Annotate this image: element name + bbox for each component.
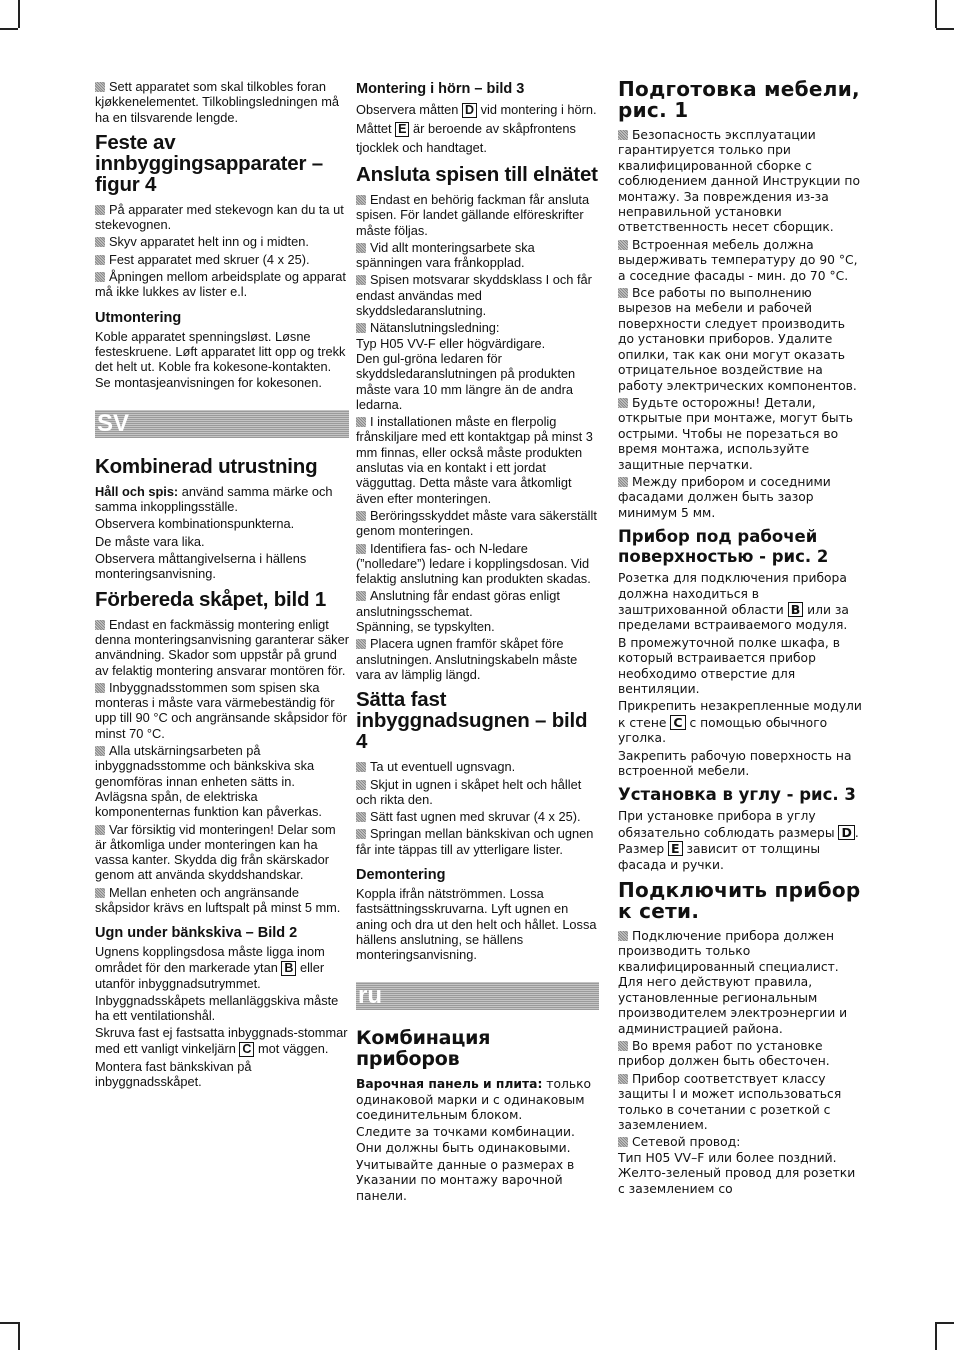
pribor-p1-b: или за пределами встраиваемого модуля.: [618, 602, 849, 633]
crop-mark-bottom-left: [18, 1322, 20, 1350]
forbereda-item-1: Endast en fackmässig montering enligt denna monteringsanvisning garanterar säker användning. Skador som uppstår på grund av felaktig montering ansvarar montören för.: [95, 616, 349, 678]
heading-pribor: Прибор под рабочей поверхностью - рис. 2: [618, 527, 829, 567]
heading-kombinatsiya: Комбинация приборов: [356, 1027, 491, 1071]
ugn-p3: [95, 1025, 349, 1056]
ansluta-item-1: Endast en behörig fackman får ansluta spisen. För landet gällande elföreskrifter måste följas.: [356, 192, 599, 238]
satta-item-2: Skjut in ugnen i skåpet helt och hållet och rikta den.: [356, 777, 599, 808]
box-label-e-ru: E: [668, 841, 683, 856]
kombinerad-text: [95, 484, 349, 515]
column-2: [356, 79, 599, 1206]
crop-mark-bottom-right: [935, 1322, 937, 1350]
box-label-b-ru: B: [788, 602, 804, 617]
podgotovka-item-1: Безопасность эксплуатации гарантируется только при квалифицированной сборке с соблюдением данной Инструкции по монтажу. За повреждения из-за неправильной установки ответственность несет сборщик.: [618, 128, 862, 236]
ansluta-item-6: Beröringsskyddet måste vara säkerställt genom monteringen.: [356, 508, 599, 539]
forbereda-item-4: Var försiktig vid monteringen! Delar som är åtkomliga under monteringen kan ha vassa kanter. Skydda dig från skärskador genom att använda skyddshandskar.: [95, 822, 349, 883]
box-label-d: D: [462, 103, 477, 118]
crop-mark-top-right-h: [936, 28, 954, 30]
ansluta-item-2: Vid allt monteringsarbete ska spänningen vara frånkopplad.: [356, 240, 599, 271]
heading-forbereda: Förbereda skåpet, bild 1: [95, 587, 327, 611]
horn-a: Observera måtten: [356, 102, 462, 117]
box-label-d-ru: D: [838, 825, 854, 840]
feste-item-2: Skyv apparatet helt inn og i midten.: [95, 234, 349, 249]
forbereda-item-2: Inbyggnadsstommen som spisen ska monteras i måste vara värmebeständig för upp till 90 °C och angränsande skåpsidor för minst 70 °C.: [95, 680, 349, 741]
heading-kombinerad: Kombinerad utrustning: [95, 454, 318, 478]
satta-item-3: Sätt fast ugnen med skruvar (4 x 25).: [356, 809, 599, 824]
ansluta-item-3: Spisen motsvarar skyddsklass I och får endast användas med skyddsledaranslutning.: [356, 272, 599, 318]
ansluta-item-5: I installationen måste en flerpolig frånskiljare med ett kontaktgap på minst 3 mm finnas, eller också måste produkten anslutas via en kontakt i ett jordat vägguttag. Detta måste vara åtkomligt även efter monteringen.: [356, 414, 599, 506]
column-1: [95, 79, 349, 1091]
kombinatsiya-lead: Варочная панель и плита:: [356, 1077, 543, 1092]
feste-item-4: Åpningen mellom arbeidsplate og apparat må ikke lukkes av lister e.l.: [95, 269, 349, 300]
utmontering-text: Koble apparatet spenningsløst. Løsne festeskruene. Løft apparatet litt opp og trekk det helt ut. Koble fra kokesone-kontakten. Se montasjeanvisningen for kokesonen.: [95, 328, 346, 390]
kombinerad-body: använd samma märke och samma inkopplingsställe.: [95, 483, 333, 515]
ansluta-item-7: Identifiera fas- och N-ledare (”nolledare”) ledare i kopplingsdosan. Vid felaktig anslutning kan produkten skadas.: [356, 541, 599, 587]
podgotovka-item-2: Встроенная мебель должна выдерживать температуру до 90 °C, а соседние фасады - мин. до 70 °C.: [618, 238, 862, 284]
heading-podklyuchit: Подключить прибор к сети.: [618, 878, 861, 924]
ugn-p3-b: mot väggen.: [254, 1040, 329, 1056]
pribor-p1-a: Розетка для подключения прибора должна находиться в заштрихованной области: [618, 571, 847, 617]
ustanovka-c: зависит от толщины фасада и ручки.: [618, 842, 821, 872]
box-label-e: E: [395, 122, 409, 137]
kombinerad-p2: Observera kombinationspunkterna.: [95, 516, 295, 532]
heading-demontering: Demontering: [356, 866, 446, 883]
pribor-p4: Закрепить рабочую поверхность на встроенной мебели.: [618, 748, 852, 779]
kombinatsiya-p3: Учитывайте данные о размерах в Указании по монтажу варочной панели.: [356, 1157, 575, 1203]
satta-item-4: Springan mellan bänkskivan och ugnen får inte täppas till av ytterligare lister.: [356, 826, 599, 857]
ugn-p1-b: eller utanför inbyggnadsutrymmet.: [95, 959, 325, 991]
heading-ustanovka: Установка в углу - рис. 3: [618, 785, 856, 805]
pribor-p2: В промежуточной полке шкафа, в который встраивается прибор необходимо отверстие для вентиляции.: [618, 635, 840, 696]
ansluta-item-4-p2: Typ H05 VV-F eller högvärdigare.: [356, 335, 546, 351]
pribor-p3-a: Прикрепить незакрепленные модули к стене: [618, 699, 862, 730]
horn-b: vid montering i hörn. Måttet: [356, 102, 597, 136]
kombinatsiya-text: [356, 1077, 599, 1123]
podklyuchit-item-4: Сетевой провод:: [618, 1135, 862, 1150]
feste-item-1: På apparater med stekevogn kan du ta ut stekevognen.: [95, 202, 349, 233]
heading-feste: Feste av innbyggingsapparater – figur 4: [95, 130, 323, 196]
satta-item-1: Ta ut eventuell ugnsvagn.: [356, 759, 599, 774]
crop-mark-top-right: [935, 0, 937, 28]
podgotovka-item-3: Все работы по выполнению вырезов на мебели и рабочей поверхности следует производить до установки приборов. Удалите опилки, так как они могут оказать отрицательное воздействие на работу электрических компонентов.: [618, 286, 862, 394]
crop-mark-bottom-right-h: [936, 1322, 954, 1324]
horn-c: är beroende av skåpfrontens tjocklek och handtaget.: [356, 121, 576, 155]
ansluta-item-4-p3: Den gul-gröna ledaren för skyddsledaranslutningen på produkten måste vara 10 mm längre än de andra ledarna.: [356, 350, 576, 412]
kombinerad-p3: De måste vara lika.: [95, 533, 205, 549]
intro-paragraph: Sett apparatet som skal tilkobles foran kjøkkenelementet. Tilkoblingsledningen må ha en tilsvarende lengde.: [95, 79, 349, 125]
ugn-p1-a: Ugnens kopplingsdosa måste ligga inom området för den markerade ytan: [95, 944, 325, 975]
kombinerad-lead: Håll och spis:: [95, 483, 179, 499]
ansluta-item-4: Nätanslutningsledning:: [356, 320, 599, 335]
horn-text: [356, 100, 599, 157]
column-3: [618, 79, 862, 1199]
ustanovka-a: При установке прибора в углу обязательно соблюдать размеры: [618, 809, 839, 840]
ugn-p3-a: Skruva fast ej fastsatta inbyggnads-stommar med ett vanligt vinkeljärn: [95, 1025, 348, 1056]
pribor-p1: [618, 571, 862, 634]
kombinatsiya-p2: Следите за точками комбинации. Они должны быть одинаковыми.: [356, 1125, 575, 1155]
forbereda-item-5: Mellan enheten och angränsande skåpsidor krävs en luftspalt på minst 5 mm.: [95, 885, 349, 916]
forbereda-item-3: Alla utskärningsarbeten på inbyggnadsstomme och bänkskiva ska genomföras innan enheten sätts in. Avlägsna spån, de elektriska komponenternas funktion kan påverkas.: [95, 743, 349, 819]
podklyuchit-item-1: Подключение прибора должен производить только квалифицированный специалист. Для него действуют правила, установленные региональным производителем электроэнергии и администрацией района.: [618, 929, 862, 1037]
feste-item-3: Fest apparatet med skruer (4 x 25).: [95, 252, 349, 267]
box-label-c-ru: C: [670, 715, 685, 730]
heading-utmontering: Utmontering: [95, 309, 182, 326]
crop-mark-top-left: [18, 0, 20, 28]
demontering-text: Koppla ifrån nätströmmen. Lossa fastsättningsskruvarna. Lyft ugnen en aning och dra ut den helt och hållet. Lossa hällens anslutning, se hällens monteringsanvisning.: [356, 885, 597, 963]
crop-mark-top-left-h: [0, 28, 18, 30]
ugn-p1: [95, 944, 349, 991]
ansluta-item-8: Anslutning får endast göras enligt anslutningsschemat.: [356, 588, 599, 619]
podgotovka-item-5: Между прибором и соседними фасадами должен быть зазор минимум 5 мм.: [618, 475, 862, 521]
ustanovka-text: [618, 809, 862, 873]
heading-satta: Sätta fast inbyggnadsugnen – bild 4: [356, 688, 588, 754]
language-band-sv: SV: [95, 410, 349, 438]
kombinerad-p4: Observera måttangivelserna i hällens monteringsanvisning.: [95, 551, 307, 582]
heading-podgotovka: Подготовка мебели, рис. 1: [618, 77, 860, 122]
heading-horn: Montering i hörn – bild 3: [356, 81, 525, 97]
ustanovka-b: . Размер: [618, 825, 859, 857]
ugn-p4: Montera fast bänkskivan på inbyggnadsskåpet.: [95, 1058, 252, 1090]
podgotovka-item-4: Будьте осторожны! Детали, открытые при монтаже, могут быть острыми. Чтобы не порезаться во время монтажа, используйте защитные перчатки.: [618, 396, 862, 473]
heading-ansluta: Ansluta spisen till elnätet: [356, 163, 598, 186]
kombinatsiya-body: только одинаковой марки и с одинаковым соединительным блоком.: [356, 1077, 592, 1123]
crop-mark-bottom-left-h: [0, 1322, 18, 1324]
heading-ugn: Ugn under bänkskiva – Bild 2: [95, 925, 298, 942]
podklyuchit-item-2: Во время работ по установке прибор должен быть обесточен.: [618, 1039, 862, 1070]
ansluta-item-9: Placera ugnen framför skåpet före anslutningen. Anslutningskabeln måste vara av lämplig längd.: [356, 636, 599, 682]
podklyuchit-item-4-p2: Тип H05 VV–F или более поздний. Желто-зеленый провод для розетки с заземлением со: [618, 1150, 856, 1196]
ansluta-item-8-p2: Spänning, se typskylten.: [356, 619, 495, 635]
podklyuchit-item-3: Прибор соответствует классу защиты I и может использоваться только в сочетании с розеткой с заземлением.: [618, 1072, 862, 1134]
ugn-p2: Inbyggnadsskåpets mellanläggskiva måste ha ett ventilationshål.: [95, 992, 339, 1024]
pribor-p3: [618, 699, 862, 746]
box-label-c: C: [239, 1042, 254, 1057]
box-label-b: B: [281, 961, 296, 976]
pribor-p3-b: с помощью обычного уголка.: [618, 715, 828, 746]
language-band-ru: ru: [356, 982, 599, 1010]
